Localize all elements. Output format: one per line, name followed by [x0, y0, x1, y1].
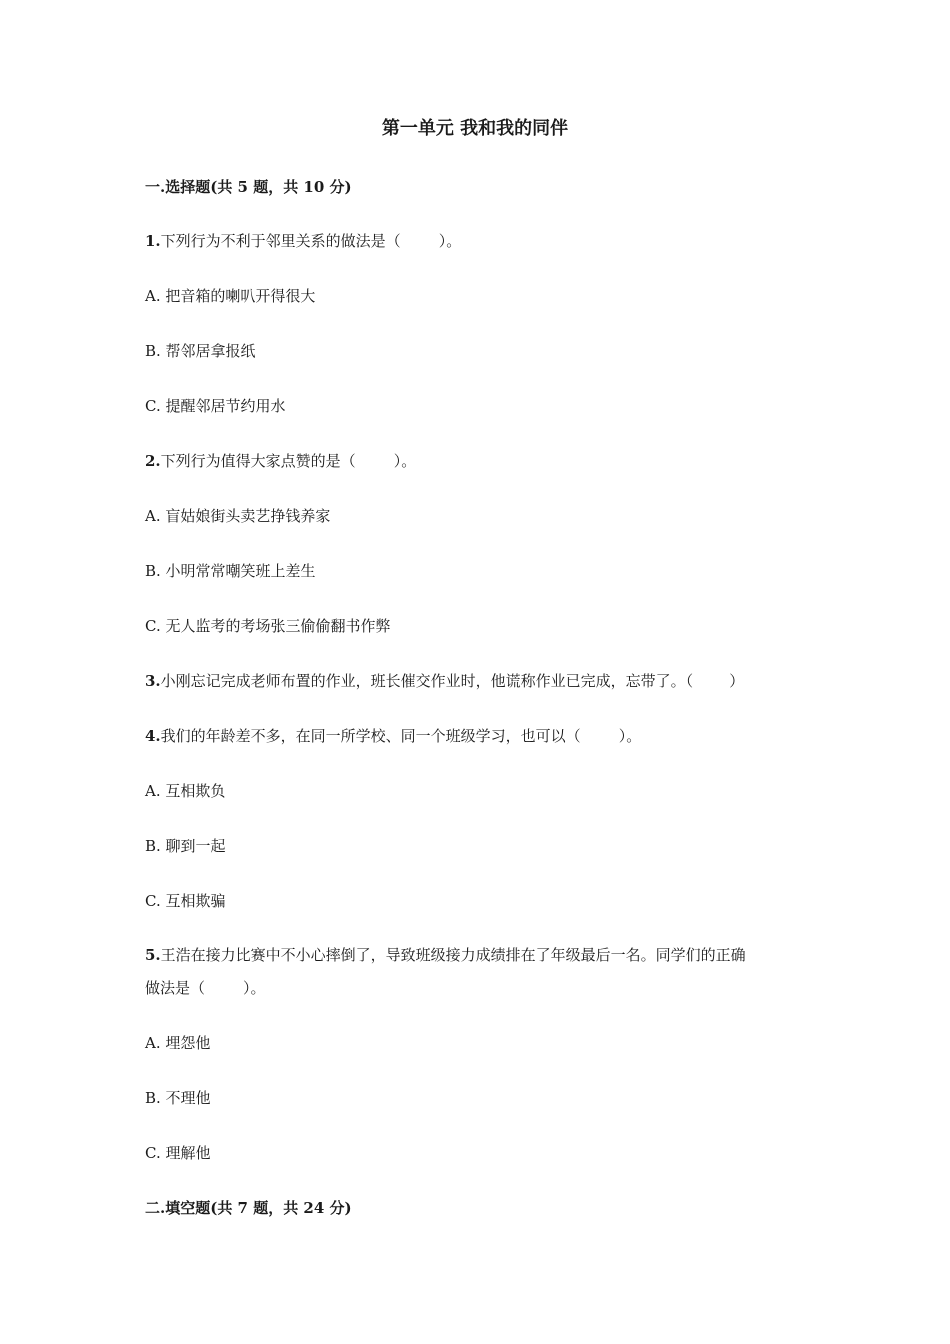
question-number: 4. — [145, 727, 161, 745]
question-text-end: ）。 — [438, 232, 462, 250]
option-1c[interactable]: C. 提醒邻居节约用水 — [145, 397, 286, 415]
question-1 — [145, 231, 461, 251]
question-number: 3. — [145, 672, 161, 690]
option-1a[interactable]: A. 把音箱的喇叭开得很大 — [145, 287, 316, 305]
section-heading-fill: 二.填空题(共 7 题，共 24 分) — [145, 1199, 352, 1217]
question-text-end: ）。 — [393, 452, 417, 470]
option-5a[interactable]: A. 埋怨他 — [145, 1034, 211, 1052]
question-text: 王浩在接力比赛中不小心摔倒了，导致班级接力成绩排在了年级最后一名。同学们的正确 — [160, 946, 746, 964]
question-text-end: ）。 — [243, 979, 266, 997]
question-4 — [145, 726, 641, 746]
question-2 — [145, 451, 416, 471]
section-heading-choice: 一.选择题(共 5 题，共 10 分) — [145, 178, 352, 196]
option-2b[interactable]: B. 小明常常嘲笑班上差生 — [145, 562, 316, 580]
option-2c[interactable]: C. 无人监考的考场张三偷偷翻书作弊 — [145, 617, 391, 635]
question-text-end: ）。 — [618, 727, 642, 745]
question-3 — [145, 671, 744, 691]
option-5b[interactable]: B. 不理他 — [145, 1089, 211, 1107]
option-4c[interactable]: C. 互相欺骗 — [145, 892, 226, 910]
option-4a[interactable]: A. 互相欺负 — [145, 782, 226, 800]
option-1b[interactable]: B. 帮邻居拿报纸 — [145, 342, 256, 360]
question-text: 我们的年龄差不多，在同一所学校、同一个班级学习，也可以（ — [160, 727, 581, 745]
option-5c[interactable]: C. 理解他 — [145, 1144, 211, 1162]
question-number: 2. — [145, 452, 161, 470]
question-text: 下列行为值得大家点赞的是（ — [160, 452, 356, 470]
page-title: 第一单元 我和我的同伴 — [381, 118, 569, 139]
question-number: 1. — [145, 232, 161, 250]
question-5-continued — [145, 978, 266, 998]
option-4b[interactable]: B. 聊到一起 — [145, 837, 226, 855]
option-2a[interactable]: A. 盲姑娘街头卖艺挣钱养家 — [145, 507, 331, 525]
question-text-end: ） — [729, 672, 745, 690]
question-text: 小刚忘记完成老师布置的作业，班长催交作业时，他谎称作业已完成，忘带了。（ — [160, 672, 694, 690]
question-text: 做法是（ — [145, 979, 206, 997]
question-text: 下列行为不利于邻里关系的做法是（ — [160, 232, 401, 250]
question-5 — [145, 945, 746, 965]
question-number: 5. — [145, 946, 161, 964]
